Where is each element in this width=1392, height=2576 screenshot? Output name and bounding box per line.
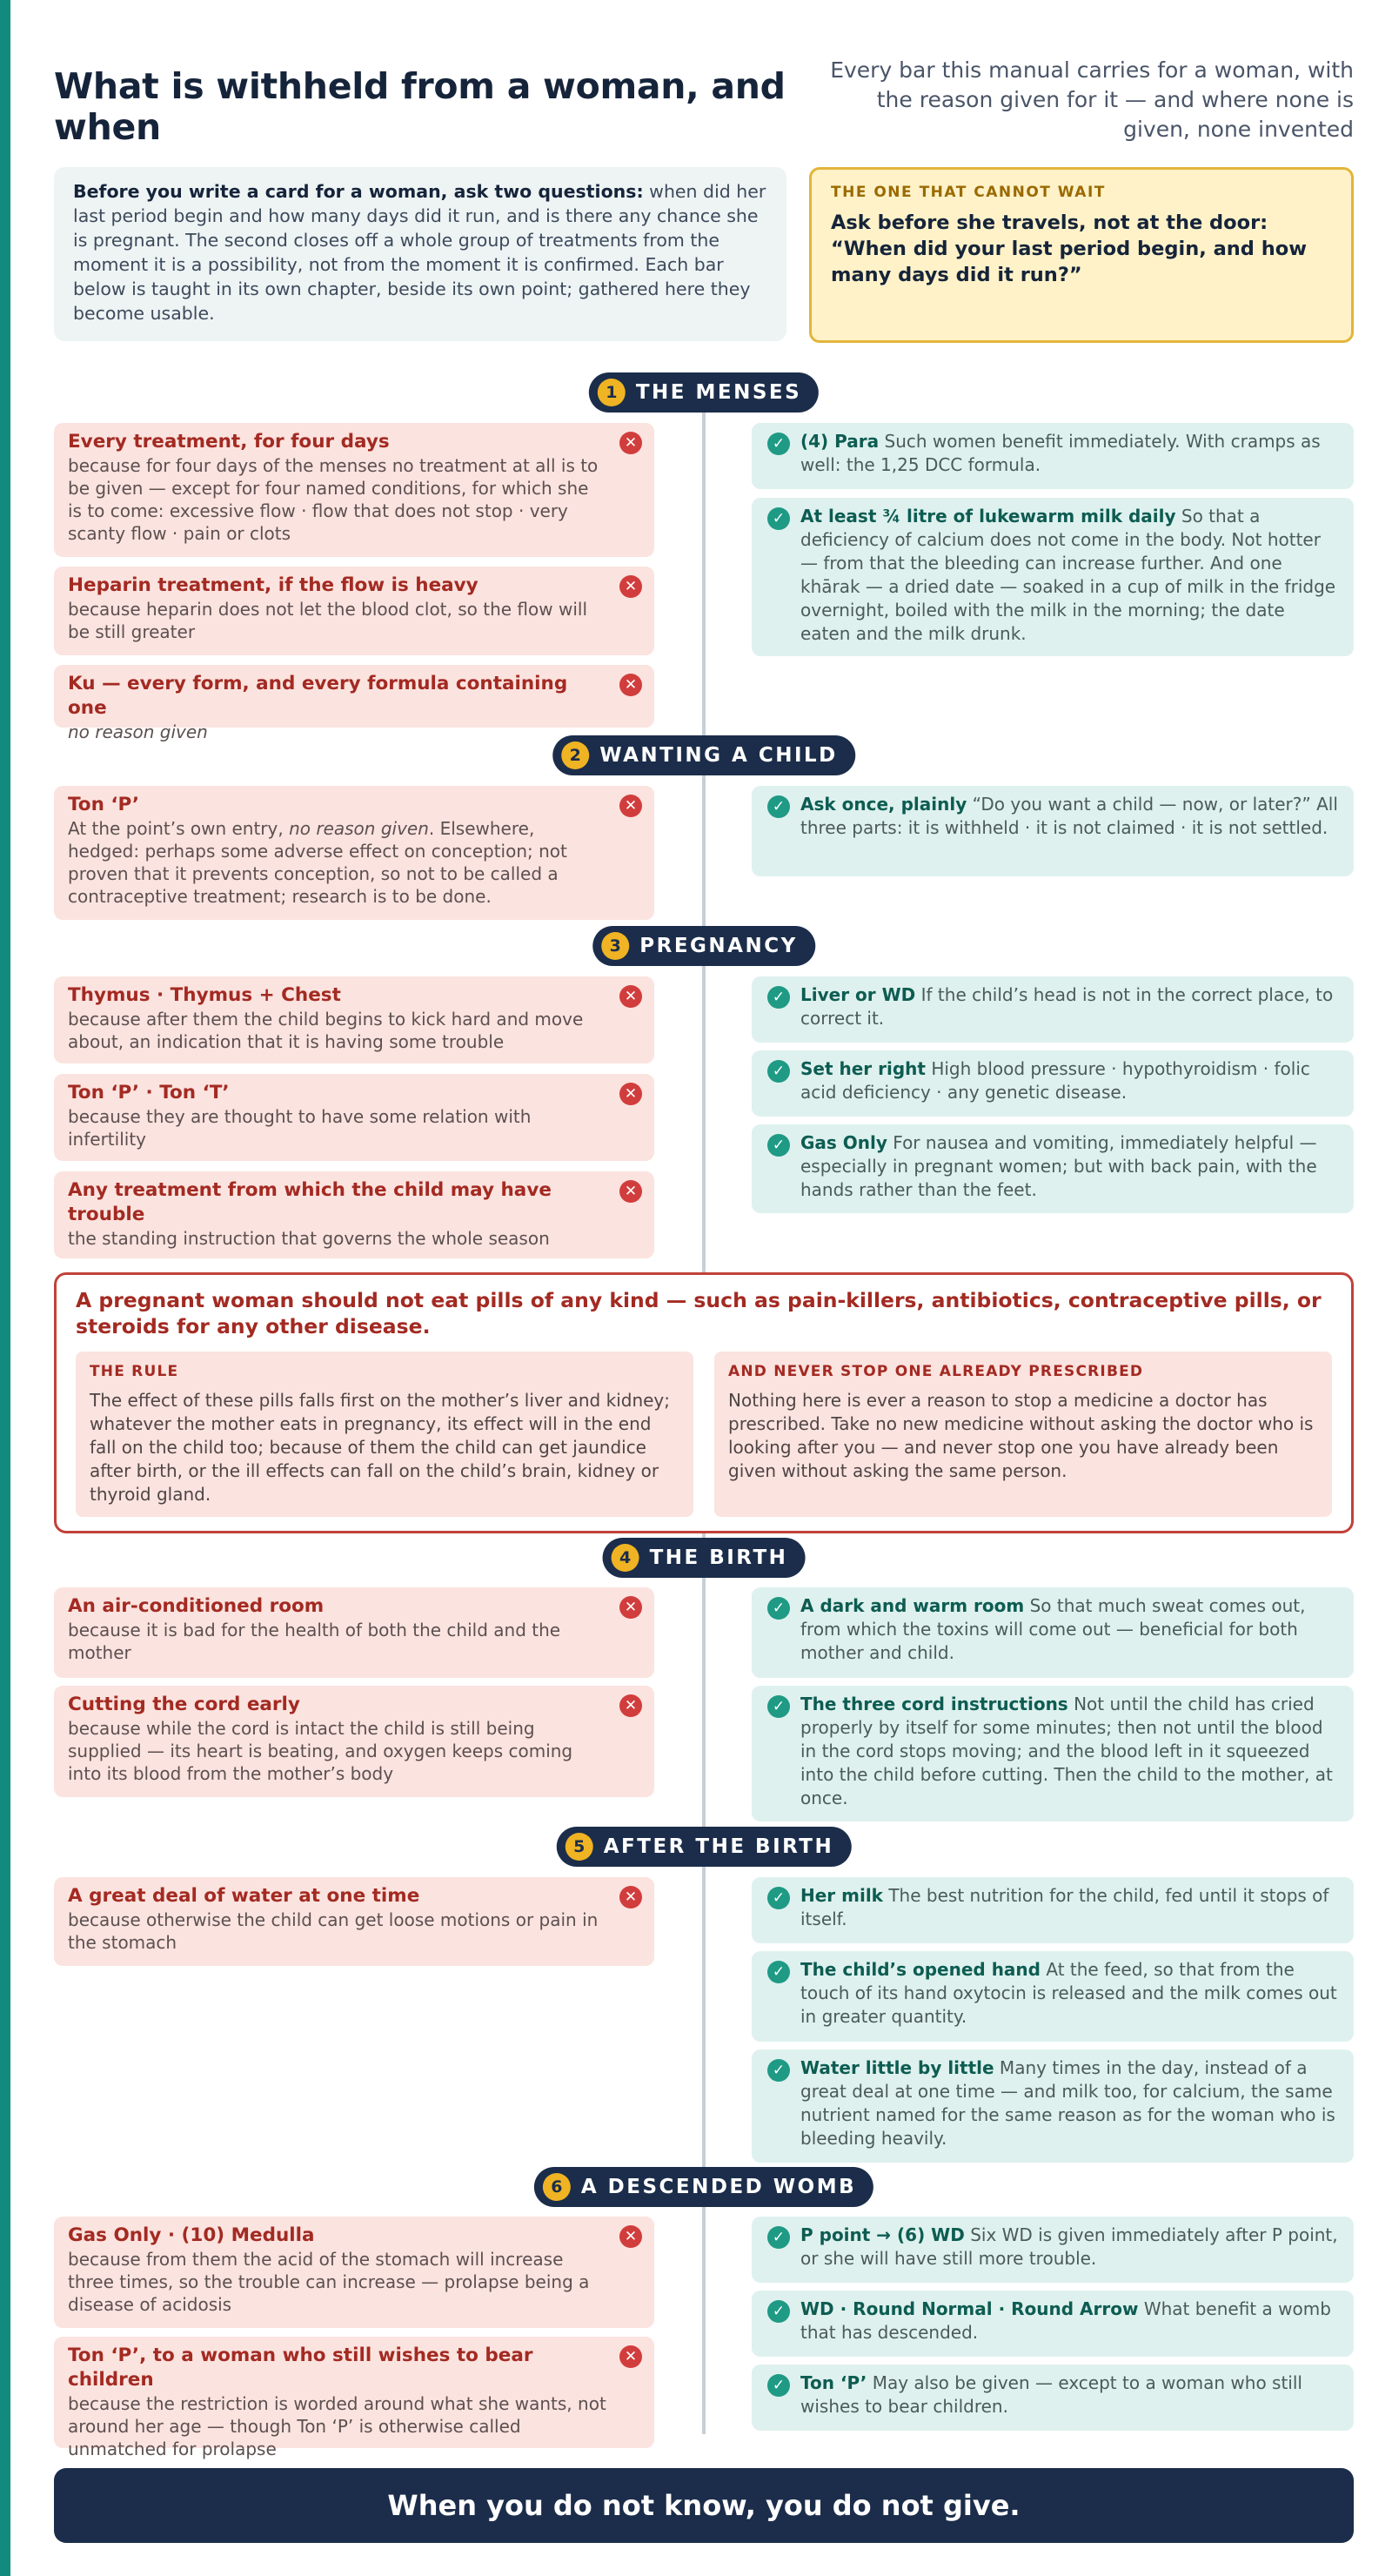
given-title: Set her right	[800, 1058, 926, 1079]
given-text: Many times in the day, instead of a great deal at one time — and milk too, for calcium, the same nutrient named for the same reason as for the woman who is bleeding heavily.	[800, 2057, 1335, 2149]
no-reason-note: no reason given	[68, 721, 208, 742]
check-circle-icon: ✓	[767, 1887, 790, 1909]
given-text: What benefit a womb that has descended.	[800, 2298, 1331, 2343]
x-circle-icon: ✕	[619, 674, 642, 696]
section-title: PREGNANCY	[639, 935, 798, 957]
withheld-reason: because it is bad for the health of both the child and the mother	[68, 1620, 561, 1663]
withheld-title: Thymus · Thymus + Chest	[68, 984, 341, 1006]
check-circle-icon: ✓	[767, 1597, 790, 1620]
given-title: Ask once, plainly	[800, 794, 967, 815]
given-card	[752, 2365, 1354, 2431]
section-number: 6	[543, 2173, 571, 2201]
withheld-card	[54, 567, 654, 655]
withheld-reason: because heparin does not let the blood clot, so the flow will be still greater	[68, 599, 588, 642]
section-header-wanting-a-child	[552, 735, 855, 775]
check-circle-icon: ✓	[767, 2300, 790, 2323]
section-header-the-birth	[603, 1538, 806, 1578]
withheld-card	[54, 2217, 654, 2328]
given-title: Her milk	[800, 1885, 883, 1906]
section-number: 5	[566, 1833, 593, 1861]
section-header-after-the-birth	[557, 1827, 852, 1867]
withheld-reason: because while the cord is intact the child is still being supplied — its heart is beating, and oxygen keeps coming into its blood from the mother’s body	[68, 1718, 573, 1784]
rule-right-panel	[714, 1352, 1332, 1517]
withheld-card	[54, 1587, 654, 1678]
given-card	[752, 2049, 1354, 2163]
check-circle-icon: ✓	[767, 1134, 790, 1157]
withheld-title: Ku — every form, and every formula containing one	[68, 673, 568, 719]
x-circle-icon: ✕	[619, 1596, 642, 1619]
withheld-card	[54, 1074, 654, 1161]
given-text: So that much sweat comes out, from which the toxins will come out — beneficial for both mother and child.	[800, 1595, 1306, 1663]
withheld-card	[54, 423, 654, 557]
withheld-title: An air-conditioned room	[68, 1595, 325, 1617]
intro-box	[54, 167, 786, 341]
withheld-reason	[68, 721, 607, 743]
given-title: Ton ‘P’	[800, 2372, 867, 2393]
given-card	[752, 498, 1354, 656]
x-circle-icon: ✕	[619, 2225, 642, 2248]
given-text: The best nutrition for the child, fed until it stops of itself.	[800, 1885, 1329, 1929]
withheld-reason: because from them the acid of the stomach will increase three times, so the trouble can increase — prolapse being a disease of acidosis	[68, 2249, 590, 2315]
x-circle-icon: ✕	[619, 2345, 642, 2368]
urgent-question: Ask before she travels, not at the door: “When did your last period begin, and how many days did it run?”	[831, 211, 1307, 286]
pregnancy-pill-rule-box	[54, 1272, 1354, 1533]
withheld-reason: the standing instruction that governs the whole season	[68, 1228, 550, 1249]
x-circle-icon: ✕	[619, 795, 642, 817]
withheld-card	[54, 1877, 654, 1966]
withheld-card	[54, 1171, 654, 1258]
rule-left-label: THE RULE	[90, 1363, 179, 1380]
check-circle-icon: ✓	[767, 2374, 790, 2397]
withheld-reason: because the restriction is worded around what she wants, not around her age — though Ton ‘P’ is otherwise called unmatched for prolapse	[68, 2393, 606, 2459]
urgent-box	[809, 167, 1354, 343]
given-text: If the child’s head is not in the correct place, to correct it.	[800, 984, 1334, 1029]
given-card	[752, 1587, 1354, 1678]
section-title: A DESCENDED WOMB	[580, 2176, 857, 2198]
check-circle-icon: ✓	[767, 507, 790, 530]
withheld-title: Heparin treatment, if the flow is heavy	[68, 574, 478, 596]
given-title: Water little by little	[800, 2057, 994, 2078]
withheld-reason: because for four days of the menses no treatment at all is to be given — except for four named conditions, for which she is to come: excessive flow · flow that does not stop · very scanty flow · pain or clots	[68, 455, 599, 544]
check-circle-icon: ✓	[767, 2226, 790, 2249]
check-circle-icon: ✓	[767, 986, 790, 1009]
given-text: May also be given — except to a woman who still wishes to bear children.	[800, 2372, 1302, 2417]
given-card	[752, 1877, 1354, 1943]
check-circle-icon: ✓	[767, 2059, 790, 2082]
withheld-title: Ton ‘P’	[68, 794, 140, 815]
given-card	[752, 423, 1354, 489]
urgent-label: THE ONE THAT CANNOT WAIT	[831, 184, 1106, 201]
given-title: WD · Round Normal · Round Arrow	[800, 2298, 1139, 2319]
x-circle-icon: ✕	[619, 1180, 642, 1203]
withheld-title: A great deal of water at one time	[68, 1885, 420, 1907]
footer-banner: When you do not know, you do not give.	[54, 2468, 1354, 2543]
given-card	[752, 976, 1354, 1043]
given-text: Not until the child has cried properly by itself for some minutes; then not until the blood in the cord stops moving; and the blood left in it squeezed into the child before cutting. Then the child to the mother, at once.	[800, 1694, 1333, 1808]
given-text: For nausea and vomiting, immediately helpful — especially in pregnant women; but with back pain, with the hands rather than the feet.	[800, 1132, 1317, 1200]
header	[54, 66, 802, 148]
given-title: Gas Only	[800, 1132, 887, 1153]
withheld-card	[54, 665, 654, 742]
withheld-reason: because after them the child begins to kick hard and move about, an indication that it is having some trouble	[68, 1009, 584, 1052]
withheld-title: Ton ‘P’ · Ton ‘T’	[68, 1082, 230, 1104]
section-number: 3	[601, 932, 629, 960]
given-text: At the feed, so that from the touch of its hand oxytocin is released and the milk comes out in greater quantity.	[800, 1959, 1337, 2027]
given-title: P point → (6) WD	[800, 2224, 965, 2245]
section-title: WANTING A CHILD	[599, 744, 838, 767]
section-number: 2	[561, 741, 589, 769]
given-text: Six WD is given immediately after P point, or she will have still more trouble.	[800, 2224, 1338, 2269]
check-circle-icon: ✓	[767, 1695, 790, 1718]
intro-body: when did her last period begin and how many days did it run, and is there any chance she is pregnant. The second closes off a whole group of treatments from the moment it is a possibility, not from the moment it is confirmed. Each bar below is taught in its own chapter, beside its own point; gathered here they become usable.	[73, 181, 766, 324]
given-card	[752, 2217, 1354, 2283]
rule-left-panel	[76, 1352, 693, 1517]
given-card	[752, 1124, 1354, 1213]
reason-part: . Elsewhere, hedged: perhaps some adverse effect on conception; not proven that it prevents conception, so not to be called a contraceptive treatment; research is to be done.	[68, 818, 567, 907]
section-header-pregnancy	[592, 926, 815, 966]
given-title: The child’s opened hand	[800, 1959, 1041, 1980]
given-title: The three cord instructions	[800, 1694, 1068, 1714]
given-card	[752, 786, 1354, 876]
withheld-reason: because they are thought to have some relation with infertility	[68, 1106, 532, 1150]
section-number: 1	[598, 379, 626, 406]
rule-right-text: Nothing here is ever a reason to stop a medicine a doctor has prescribed. Take no new medicine without asking the doctor who is looking after you — and never stop one you have already been given without asking the same person.	[728, 1390, 1314, 1481]
given-card	[752, 1951, 1354, 2042]
x-circle-icon: ✕	[619, 1694, 642, 1717]
page-subtitle: Every bar this manual carries for a woman, with the reason given for it — and where none is given, none invented	[830, 57, 1354, 142]
given-card	[752, 1050, 1354, 1117]
given-card	[752, 2291, 1354, 2357]
withheld-card	[54, 786, 654, 920]
given-title: A dark and warm room	[800, 1595, 1025, 1616]
check-circle-icon: ✓	[767, 433, 790, 455]
given-card	[752, 1686, 1354, 1821]
given-text: High blood pressure · hypothyroidism · folic acid deficiency · any genetic disease.	[800, 1058, 1310, 1103]
x-circle-icon: ✕	[619, 985, 642, 1008]
withheld-title: Any treatment from which the child may have trouble	[68, 1179, 552, 1225]
section-header-menses	[589, 372, 819, 413]
withheld-title: Ton ‘P’, to a woman who still wishes to bear children	[68, 2345, 533, 2391]
intro-lead: Before you write a card for a woman, ask two questions:	[73, 181, 644, 202]
no-reason-note: no reason given	[289, 818, 429, 839]
check-circle-icon: ✓	[767, 795, 790, 818]
withheld-card	[54, 1686, 654, 1797]
section-number: 4	[612, 1544, 639, 1572]
withheld-title: Gas Only · (10) Medulla	[68, 2224, 315, 2246]
section-header-a-descended-womb	[534, 2167, 873, 2207]
section-title: AFTER THE BIRTH	[603, 1835, 834, 1858]
page-title: What is withheld from a woman, and when	[54, 65, 786, 148]
x-circle-icon: ✕	[619, 1886, 642, 1909]
withheld-title: Every treatment, for four days	[68, 431, 390, 453]
rule-left-text: The effect of these pills falls first on the mother’s liver and kidney; whatever the mother eats in pregnancy, its effect will in the end fall on the child too; because of them the child can get jaundice after birth, or the ill effects can fall on the child’s brain, kidney or thyroid gland.	[90, 1390, 671, 1505]
given-text: So that a deficiency of calcium does not come in the body. Not hotter — from that the bleeding can increase further. And one khārak — a dried date — soaked in a cup of milk in the fridge overnight, boiled with the milk in the morning; the date eaten and the milk drunk.	[800, 506, 1336, 644]
given-title: Liver or WD	[800, 984, 916, 1005]
withheld-reason	[68, 817, 607, 908]
given-title: (4) Para	[800, 431, 880, 452]
x-circle-icon: ✕	[619, 1083, 642, 1105]
withheld-card	[54, 2337, 654, 2459]
x-circle-icon: ✕	[619, 575, 642, 598]
check-circle-icon: ✓	[767, 1060, 790, 1083]
section-title: THE MENSES	[635, 381, 802, 404]
rule-right-label: AND NEVER STOP ONE ALREADY PRESCRIBED	[728, 1363, 1144, 1380]
withheld-reason: because otherwise the child can get loose motions or pain in the stomach	[68, 1909, 599, 1953]
given-title: At least ¾ litre of lukewarm milk daily	[800, 506, 1176, 527]
withheld-card	[54, 976, 654, 1063]
reason-part: At the point’s own entry,	[68, 818, 290, 839]
section-title: THE BIRTH	[649, 1546, 788, 1569]
check-circle-icon: ✓	[767, 1961, 790, 1983]
withheld-title: Cutting the cord early	[68, 1694, 300, 1715]
given-text: “Do you want a child — now, or later?” All three parts: it is withheld · it is not claimed · it is not settled.	[800, 794, 1338, 838]
rule-heading: A pregnant woman should not eat pills of any kind — such as pain-killers, antibiotics, contraceptive pills, or steroids for any other disease.	[76, 1288, 1322, 1338]
given-text: Such women benefit immediately. With cramps as well: the 1,25 DCC formula.	[800, 431, 1321, 475]
accent-sidebar	[0, 0, 10, 2576]
x-circle-icon: ✕	[619, 432, 642, 454]
